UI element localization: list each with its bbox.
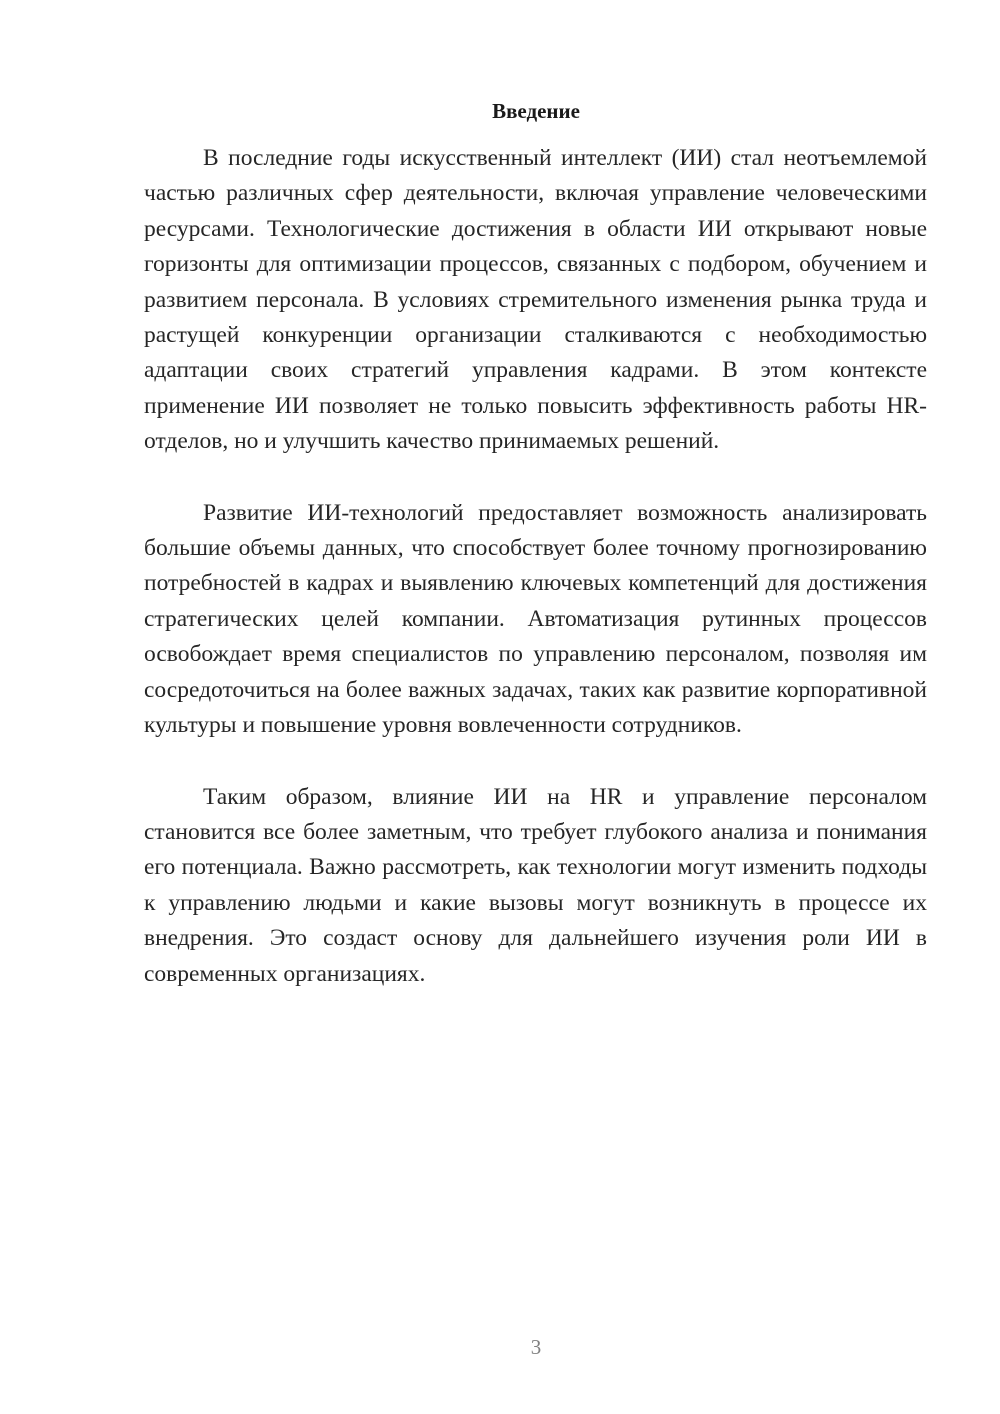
paragraph-1: В последние годы искусственный интеллект (ИИ) стал неотъемлемой частью различных сфер деятельности, включая управление человеческими ресурсами. Технологические достижения в области ИИ открывают новые горизонты для оптимизации процессов, связанных с подбором, обучением и развитием персонала. В условиях стремительного изменения рынка труда и растущей конкуренции организации сталкиваются с необходимостью адаптации своих стратегий управления кадрами. В этом контексте применение ИИ позволяет не только повысить эффективность работы HR-отделов, но и улучшить качество принимаемых решений.: [144, 145, 927, 455]
paragraph-2: Развитие ИИ-технологий предоставляет возможность анализировать большие объемы данных, что способствует более точному прогнозированию потребностей в кадрах и выявлению ключевых компетенций для достижения стратегических целей компании. Автоматизация рутинных процессов освобождает время специалистов по управлению персоналом, позволяя им сосредоточиться на более важных задачах, таких как развитие корпоративной культуры и повышение уровня вовлеченности сотрудников.: [144, 499, 927, 739]
paragraph-3: Таким образом, влияние ИИ на HR и управление персоналом становится все более заметным, что требует глубокого анализа и понимания его потенциала. Важно рассмотреть, как технологии могут изменить подходы к управлению людьми и какие вызовы могут возникнуть в процессе их внедрения. Это создаст основу для дальнейшего изучения роли ИИ в современных организациях.: [144, 783, 927, 987]
page-number: 3: [530, 1335, 542, 1359]
body-text: [144, 141, 927, 992]
section-title: Введение: [492, 99, 580, 123]
